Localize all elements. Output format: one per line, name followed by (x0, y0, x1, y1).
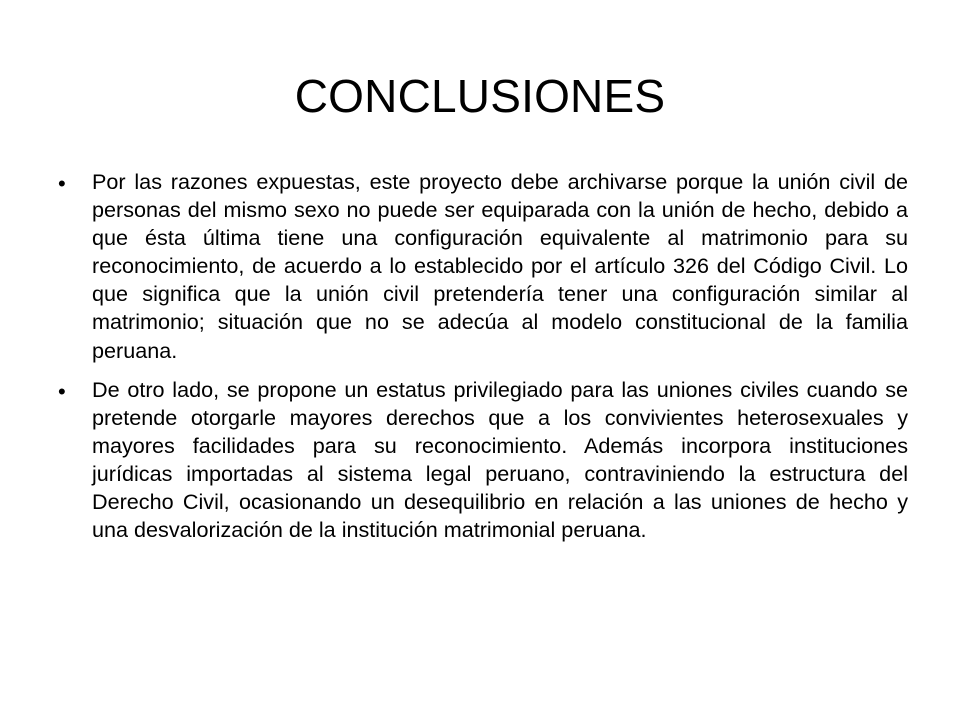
bullet-text-1: Por las razones expuestas, este proyecto debe archivarse porque la unión civil de personas del mismo sexo no puede ser equiparada con la unión de hecho, debido a que ésta última tiene una configuración equivalente al matrimonio para su reconocimiento, de acuerdo a lo establecido por el artículo 326 del Código Civil. Lo que significa que la unión civil pretendería tener una configuración similar al matrimonio; situación que no se adecúa al modelo constitucional de la familia peruana. (92, 169, 908, 363)
bullet-text-2: De otro lado, se propone un estatus privilegiado para las uniones civiles cuando se pretende otorgarle mayores derechos que a los convivientes heterosexuales y mayores facilidades para su reconocimiento. Además incorpora instituciones jurídicas importadas al sistema legal peruano, contraviniendo la estructura del Derecho Civil, ocasionando un desequilibrio en relación a las uniones de hecho y una desvalorización de la institución matrimonial peruana. (92, 376, 908, 543)
bullet-icon: • (58, 378, 66, 404)
bullet-item-2 (58, 376, 908, 545)
bullet-list (58, 168, 908, 555)
bullet-icon: • (58, 171, 66, 196)
bullet-item-1 (58, 168, 908, 365)
slide-title: CONCLUSIONES (294, 69, 666, 122)
